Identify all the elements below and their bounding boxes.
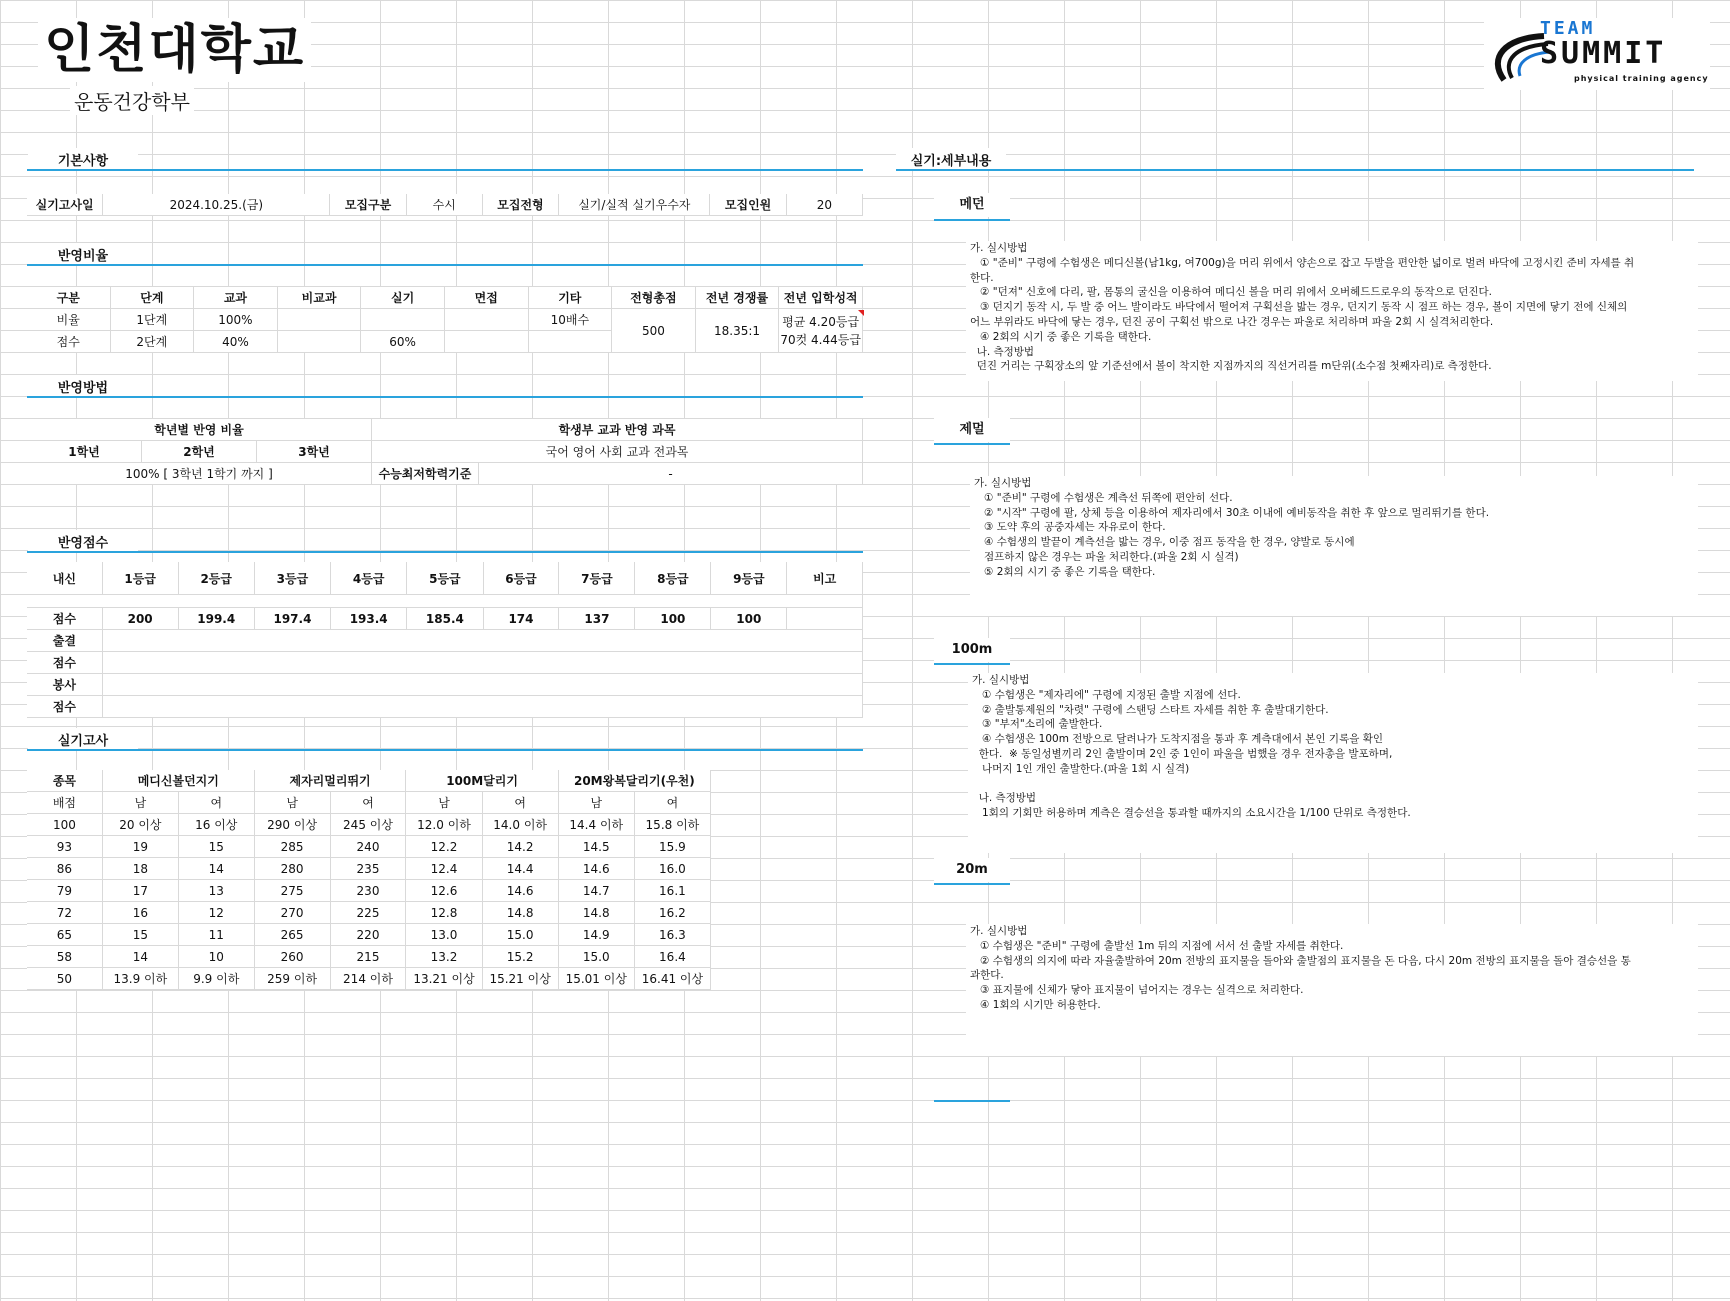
detail-jump-text: 가. 실시방법 ① "준비" 구령에 수험생은 계측선 뒤쪽에 편안히 선다. ② "시작" 구령에 팔, 상체 등을 이용하여 제자리에서 30초 이내에 예비동작을 취한 후 앞으로 멀리뛰기를 한다. ③ 도약 후의 공중자세는 자유로이 한다. ④ 수험생의 발끝이 계측선을 밟는 경우, 이중 점프 동작을 한 경우, 양발로 동시에 점프하지 않은 경우는 파울 처리한다.(파울 2회 시 실격) ⑤ 2회의 시기 중 좋은 기록을 택한다. [970, 476, 1698, 616]
ratio-cell [444, 309, 528, 331]
score-value: 200 [102, 608, 178, 630]
practical-row [27, 946, 711, 968]
exam-date-label: 실기고사일 [27, 194, 103, 216]
practical-row [27, 836, 711, 858]
practical-row [27, 880, 711, 902]
ratio-cell: 40% [194, 331, 278, 353]
page-title: 인천대학교 [38, 18, 311, 82]
summit-logo [1484, 18, 1710, 90]
category-label: 모집구분 [330, 194, 406, 216]
detail-run100-text: 가. 실시방법 ① 수험생은 "제자리에" 구령에 지정된 출발 지점에 선다. ② 출발통제원의 "차렷" 구령에 스탠딩 스타트 자세를 취한 후 출발대기한다. ③ "부저"소리에 출발한다. ④ 수험생은 100m 전방으로 달려나가 도착지점을 통과 후 계측대에서 본인 기록을 확인 한다. ※ 동일성별끼리 2인 출발이며 2인 중 1인이 파울을 범했을 경우 전자총을 발포하며, 나머지 1인 개인 출발한다.(파울 1회 시 실격) 나. 측정방법 1회의 기회만 허용하며 계측은 결승선을 통과할 때까지의 소요시간을 1/100 단위로 측정한다. [968, 673, 1698, 853]
practical-criterion: 16.1 [634, 880, 710, 902]
score-value: 193.4 [331, 608, 407, 630]
practical-event: 메디신볼던지기 [102, 770, 254, 792]
practical-criterion: 13.0 [406, 924, 482, 946]
section-basic-label: 기본사항 [28, 148, 138, 171]
practical-points: 100 [27, 814, 102, 836]
quota-value: 20 [786, 194, 862, 216]
practical-criterion: 20 이상 [102, 814, 178, 836]
ratio-prev-score [779, 309, 863, 353]
practical-criterion: 15.0 [482, 924, 558, 946]
practical-row [27, 902, 711, 924]
logo-brand-text: SUMMIT [1540, 36, 1667, 71]
quota-label: 모집인원 [710, 194, 786, 216]
practical-criterion: 14.8 [558, 902, 634, 924]
practical-criterion: 259 이하 [254, 968, 330, 990]
sex-header: 남 [254, 792, 330, 814]
section-score-label: 반영점수 [28, 530, 138, 553]
detail-jump-label: 제멀 [934, 418, 1010, 442]
score-extra-label: 점수 [27, 652, 102, 674]
practical-criterion: 14.5 [558, 836, 634, 858]
min-standard-value: - [479, 463, 863, 485]
practical-criterion: 16 [102, 902, 178, 924]
practical-points: 65 [27, 924, 102, 946]
score-table [27, 562, 863, 718]
practical-criterion: 13.21 이상 [406, 968, 482, 990]
section-ratio-label: 반영비율 [28, 243, 138, 266]
practical-criterion: 17 [102, 880, 178, 902]
detail-run20-label: 20m [934, 858, 1010, 882]
practical-criterion: 214 이하 [330, 968, 406, 990]
sex-header: 여 [634, 792, 710, 814]
ratio-cell: 100% [194, 309, 278, 331]
practical-criterion: 16.4 [634, 946, 710, 968]
practical-criterion: 12.0 이하 [406, 814, 482, 836]
ratio-cell [444, 331, 528, 353]
score-header: 7등급 [559, 562, 635, 595]
section-score-divider [27, 551, 863, 553]
practical-criterion: 12.8 [406, 902, 482, 924]
sex-header: 여 [178, 792, 254, 814]
practical-criterion: 11 [178, 924, 254, 946]
basic-info-table [27, 194, 863, 216]
practical-criterion: 16.41 이상 [634, 968, 710, 990]
ratio-table [27, 287, 863, 353]
score-header: 6등급 [483, 562, 559, 595]
practical-criterion: 14.8 [482, 902, 558, 924]
practical-criterion: 15.8 이하 [634, 814, 710, 836]
practical-criterion: 14.6 [482, 880, 558, 902]
practical-criterion: 225 [330, 902, 406, 924]
section-practical-label: 실기고사 [28, 728, 138, 751]
grade-header: 3학년 [257, 441, 372, 463]
practical-criterion: 290 이상 [254, 814, 330, 836]
detail-medicine-text: 가. 실시방법 ① "준비" 구령에 수험생은 메디신볼(남1kg, 여700g)을 머리 위에서 양손으로 잡고 두발을 편안한 넓이로 벌려 바닥에 고정시킨 준비 자세를 취 한다. ② "던져" 신호에 다리, 팔, 몸통의 굴신을 이용하여 메디신 볼을 머리 위에서 오버헤드드로우의 동작으로 던진다. ③ 던지기 동작 시, 두 발 중 어느 발이라도 바닥에서 떨어져 구획선을 밟는 경우, 던지기 동작 시 점프 하는 경우, 볼이 지면에 닿기 전에 신체의 어느 부위라도 바닥에 닿는 경우, 던진 공이 구획선 밖으로 나간 경우는 파울로 처리하며 파울 2회 시 실격처리한다. ④ 2회의 시기 중 좋은 기록을 택한다. 나. 측정방법 던진 거리는 구획장소의 앞 기준선에서 볼이 착지한 지점까지의 직선거리를 m단위(소수점 첫째자리)로 측정한다. [966, 241, 1698, 381]
score-header: 9등급 [711, 562, 787, 595]
practical-row [27, 968, 711, 990]
practical-criterion: 16.0 [634, 858, 710, 880]
ratio-cell: 점수 [27, 331, 110, 353]
score-value: 174 [483, 608, 559, 630]
practical-row [27, 814, 711, 836]
ratio-header: 면접 [444, 287, 528, 309]
practical-criterion: 215 [330, 946, 406, 968]
grade-header: 1학년 [27, 441, 142, 463]
practical-row [27, 858, 711, 880]
practical-criterion: 16.2 [634, 902, 710, 924]
method-table [27, 419, 863, 485]
practical-criterion: 15.2 [482, 946, 558, 968]
detail-run20-underline [934, 883, 1010, 885]
practical-criterion: 10 [178, 946, 254, 968]
ratio-header: 교과 [194, 287, 278, 309]
subjects-label: 학생부 교과 반영 과목 [372, 419, 863, 441]
ratio-cell [361, 309, 445, 331]
practical-item-label: 종목 [27, 770, 102, 792]
practical-criterion: 15.0 [558, 946, 634, 968]
detail-jump-underline [934, 443, 1010, 445]
practical-points: 58 [27, 946, 102, 968]
score-value: 100 [711, 608, 787, 630]
practical-criterion: 14.9 [558, 924, 634, 946]
ratio-cell: 비율 [27, 309, 110, 331]
practical-criterion: 13 [178, 880, 254, 902]
score-header: 2등급 [178, 562, 254, 595]
ratio-header: 비교과 [277, 287, 361, 309]
practical-criterion: 15.01 이상 [558, 968, 634, 990]
score-value: 137 [559, 608, 635, 630]
practical-event: 20M왕복달리기(우천) [558, 770, 710, 792]
practical-criterion: 18 [102, 858, 178, 880]
practical-criterion: 14.7 [558, 880, 634, 902]
section-method-label: 반영방법 [28, 375, 138, 398]
practical-criterion: 15 [178, 836, 254, 858]
score-header: 8등급 [635, 562, 711, 595]
type-label: 모집전형 [482, 194, 558, 216]
practical-event: 제자리멀리뛰기 [254, 770, 406, 792]
practical-criterion: 14.6 [558, 858, 634, 880]
score-header: 1등급 [102, 562, 178, 595]
practical-criterion: 260 [254, 946, 330, 968]
practical-criterion: 14.2 [482, 836, 558, 858]
score-header: 내신 [27, 562, 102, 595]
detail-run100-label: 100m [934, 638, 1010, 662]
practical-points: 72 [27, 902, 102, 924]
practical-criterion: 15.21 이상 [482, 968, 558, 990]
section-detail-label: 실기:세부내용 [896, 148, 1006, 171]
practical-criterion: 14 [178, 858, 254, 880]
practical-criterion: 12.2 [406, 836, 482, 858]
section-practical-divider [27, 749, 863, 751]
ratio-header: 전년 경쟁률 [695, 287, 779, 309]
practical-row [27, 924, 711, 946]
prev-score-cut: 70컷 4.44등급 [780, 332, 861, 347]
section-ratio-divider [27, 264, 863, 266]
section-detail-divider [896, 169, 1694, 171]
prev-score-average: 평균 4.20등급 [782, 314, 860, 329]
practical-criterion: 16 이상 [178, 814, 254, 836]
practical-criterion: 240 [330, 836, 406, 858]
score-header: 4등급 [331, 562, 407, 595]
score-value: 185.4 [407, 608, 483, 630]
exam-date-value: 2024.10.25.(금) [103, 194, 330, 216]
ratio-header: 실기 [361, 287, 445, 309]
sex-header: 여 [482, 792, 558, 814]
practical-criterion: 12.6 [406, 880, 482, 902]
detail-run100-underline [934, 663, 1010, 665]
practical-criterion: 13.9 이하 [102, 968, 178, 990]
ratio-cell [277, 331, 361, 353]
practical-criterion: 14.4 이하 [558, 814, 634, 836]
ratio-header: 전년 입학성적 [779, 287, 863, 309]
grade-ratio-value: 100% [ 3학년 1학기 까지 ] [27, 463, 372, 485]
ratio-competition: 18.35:1 [695, 309, 779, 353]
ratio-header: 기타 [528, 287, 612, 309]
score-value: 199.4 [178, 608, 254, 630]
min-standard-label: 수능최저학력기준 [372, 463, 479, 485]
score-extra-label: 점수 [27, 696, 102, 718]
practical-criterion: 14.4 [482, 858, 558, 880]
practical-criterion: 285 [254, 836, 330, 858]
score-header: 3등급 [254, 562, 330, 595]
practical-points: 50 [27, 968, 102, 990]
score-header: 5등급 [407, 562, 483, 595]
sex-header: 남 [406, 792, 482, 814]
practical-points: 86 [27, 858, 102, 880]
practical-criterion: 230 [330, 880, 406, 902]
practical-criterion: 12.4 [406, 858, 482, 880]
grade-ratio-label: 학년별 반영 비율 [27, 419, 372, 441]
score-value [787, 608, 863, 630]
practical-criterion: 275 [254, 880, 330, 902]
practical-criterion: 270 [254, 902, 330, 924]
logo-team-text: TEAM [1540, 18, 1596, 39]
score-value: 197.4 [254, 608, 330, 630]
detail-medicine-label: 메던 [934, 193, 1010, 217]
score-row-label: 점수 [27, 608, 102, 630]
practical-criterion: 280 [254, 858, 330, 880]
practical-criterion: 16.3 [634, 924, 710, 946]
practical-criterion: 15 [102, 924, 178, 946]
ratio-total: 500 [612, 309, 696, 353]
practical-table [27, 770, 711, 990]
type-value: 실기/실적 실기우수자 [559, 194, 710, 216]
practical-criterion: 13.2 [406, 946, 482, 968]
page-subtitle: 운동건강학부 [70, 86, 194, 115]
comment-indicator-icon[interactable] [858, 310, 864, 316]
score-extra-label: 봉사 [27, 674, 102, 696]
ratio-cell [528, 331, 612, 353]
practical-criterion: 9.9 이하 [178, 968, 254, 990]
ratio-cell: 60% [361, 331, 445, 353]
ratio-cell [277, 309, 361, 331]
subjects-value: 국어 영어 사회 교과 전과목 [372, 441, 863, 463]
practical-criterion: 15.9 [634, 836, 710, 858]
practical-points: 79 [27, 880, 102, 902]
sex-header: 여 [330, 792, 406, 814]
practical-criterion: 245 이상 [330, 814, 406, 836]
detail-run20-text: 가. 실시방법 ① 수험생은 "준비" 구령에 출발선 1m 뒤의 지점에 서서 선 출발 자세를 취한다. ② 수험생의 의지에 따라 자율출발하여 20m 전방의 표지물을 돌아와 출발점의 표지물을 돈 다음, 다시 20m 전방의 표지물을 돌아 결승선을 통 과한다. ③ 표지물에 신체가 닿아 표지물이 넘어지는 경우는 실격으로 처리한다. ④ 1회의 시기만 허용한다. [966, 924, 1698, 1056]
section-basic-divider [27, 169, 863, 171]
practical-criterion: 220 [330, 924, 406, 946]
ratio-cell: 2단계 [110, 331, 194, 353]
category-value: 수시 [406, 194, 482, 216]
practical-criterion: 14.0 이하 [482, 814, 558, 836]
section-method-divider [27, 396, 863, 398]
ratio-cell: 10배수 [528, 309, 612, 331]
practical-criterion: 14 [102, 946, 178, 968]
practical-criterion: 235 [330, 858, 406, 880]
ratio-cell: 1단계 [110, 309, 194, 331]
practical-event: 100M달리기 [406, 770, 558, 792]
score-spacer [27, 595, 863, 608]
score-value: 100 [635, 608, 711, 630]
logo-tagline: physical training agency [1574, 74, 1709, 83]
detail-medicine-underline [934, 219, 1010, 221]
practical-points-label: 배점 [27, 792, 102, 814]
ratio-header: 구분 [27, 287, 110, 309]
ratio-header: 전형총점 [612, 287, 696, 309]
practical-criterion: 12 [178, 902, 254, 924]
sex-header: 남 [102, 792, 178, 814]
practical-points: 93 [27, 836, 102, 858]
detail-end-underline [934, 1100, 1010, 1102]
grade-header: 2학년 [142, 441, 257, 463]
practical-criterion: 19 [102, 836, 178, 858]
sex-header: 남 [558, 792, 634, 814]
score-header: 비고 [787, 562, 863, 595]
ratio-header: 단계 [110, 287, 194, 309]
practical-criterion: 265 [254, 924, 330, 946]
score-extra-label: 출결 [27, 630, 102, 652]
